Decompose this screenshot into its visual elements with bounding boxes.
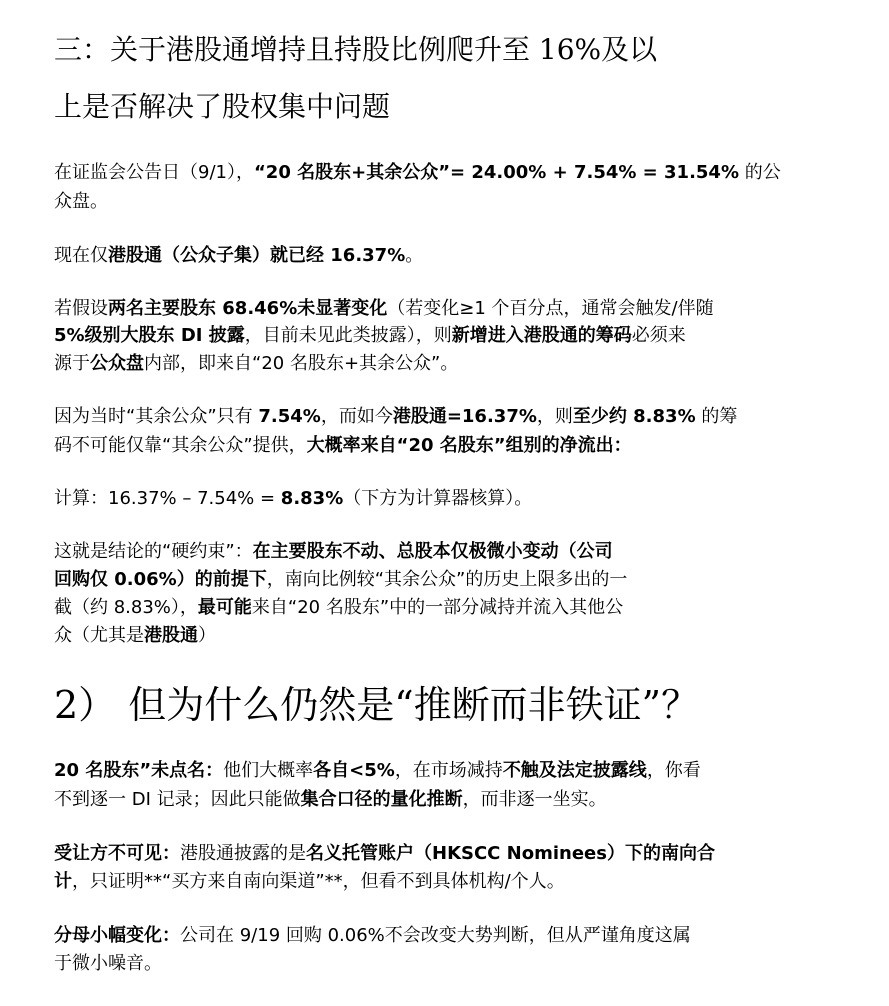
text-run: 计算：16.37% – 7.54% = [54,488,281,509]
text-run: 。 [405,245,424,266]
text-run: 截（约 8.83%）， [54,597,198,618]
text-run: 若假设 [54,298,108,319]
text-run: 因为当时“其余公众”只有 [54,406,259,427]
text-run: 在证监会公告日（9/1）， [54,162,254,183]
section-title-line-1: 三：关于港股通增持且持股比例爬升至 16%及以 [54,33,658,66]
bold-text-run: 集合口径的量化推断 [300,789,463,810]
bold-text-run: 最可能 [197,597,252,618]
text-run: 现在仅 [54,245,108,266]
section-2-title: 2） 但为什么仍然是“推断而非铁证”？ [54,683,700,727]
bold-text-run: 公众盘 [90,353,144,374]
section-title-line-2: 上是否解决了股权集中问题 [54,90,391,123]
text-run: ，则 [536,406,573,427]
paragraph-3-line-2 [54,327,844,345]
text-run: ，而非逐一坐实。 [462,789,607,810]
paragraph-2 [54,247,844,265]
text-run: 不到逐一 DI 记录；因此只能做 [54,789,301,810]
bold-text-run: 新增进入港股通的筹码 [451,325,632,346]
point-3-line-1 [54,927,844,945]
bold-text-run: 5%级别大股东 DI 披露 [54,325,245,346]
text-run: （下方为计算器核算）。 [343,488,533,509]
text-run: 来自“20 名股东”中的一部分减持并流入其他公 [251,597,624,618]
text-run: 他们大概率 [223,760,314,781]
text-run: 内部，即来自“20 名股东+其余公众”。 [144,353,459,374]
paragraph-5 [54,490,844,508]
bold-text-run: 回购仅 0.06%）的前提下 [54,569,267,590]
text-run: ，而如今 [320,406,393,427]
bold-text-run: 各自<5% [313,760,395,781]
text-run: ，只证明**“买方来自南向渠道”**，但看不到具体机构/个人。 [72,871,565,892]
bold-text-run: 分母小幅变化： [54,925,180,946]
point-3-line-2: 于微小噪音。 [54,953,162,974]
bold-text-run: 8.83% [280,488,344,509]
text-run: ，目前未见此类披露），则 [244,325,452,346]
text-run: 众（尤其是 [54,625,144,646]
text-run: 港股通披露的是 [180,843,306,864]
paragraph-6-line-1 [54,543,844,561]
point-2-line-2 [54,873,844,891]
text-run: ，在市场减持 [394,760,503,781]
text-run: 码不可能仅靠“其余公众”提供， [54,435,307,456]
text-run: 这就是结论的“硬约束”： [54,541,253,562]
paragraph-6-line-2 [54,571,844,589]
bold-text-run: 港股通=16.37% [392,406,537,427]
text-run: ） [198,625,216,646]
bold-text-run: 港股通（公众子集）就已经 16.37% [108,245,406,266]
text-run: ，南向比例较“其余公众”的历史上限多出的一 [266,569,628,590]
paragraph-4-line-1 [54,408,844,426]
point-1-line-1 [54,762,844,780]
bold-text-run: 20 名股东”未点名： [54,760,224,781]
bold-text-run: 两名主要股东 68.46%未显著变化 [108,298,388,319]
bold-text-run: “20 名股东+其余公众”= 24.00% + 7.54% = 31.54% [253,162,739,183]
text-run: ，你看 [646,760,701,781]
paragraph-6-line-3 [54,599,844,617]
point-1-line-2 [54,791,844,809]
bold-text-run: 名义托管账户（HKSCC Nominees）下的南向合 [306,843,715,864]
paragraph-1-line-2: 众盘。 [54,191,108,212]
text-run: 源于 [54,353,90,374]
text-run: 公司在 9/19 回购 0.06%不会改变大势判断，但从严谨角度这属 [180,925,691,946]
bold-text-run: 至少约 8.83% [572,406,696,427]
point-2-line-1 [54,845,844,863]
paragraph-3-line-1 [54,300,844,318]
bold-text-run: 不触及法定披露线 [502,760,647,781]
bold-text-run: 在主要股东不动、总股本仅极微小变动（公司 [252,541,613,562]
bold-text-run: 港股通 [144,625,198,646]
text-run: 必须来 [631,325,686,346]
paragraph-6-line-4 [54,627,844,645]
bold-text-run: 7.54% [258,406,321,427]
paragraph-4-line-2 [54,437,844,455]
paragraph-3-line-3 [54,355,844,373]
bold-text-run: 受让方不可见： [54,843,180,864]
text-run: 的公 [739,162,781,183]
bold-text-run: 大概率来自“20 名股东”组别的净流出： [306,435,632,456]
text-run: 的筹 [695,406,738,427]
bold-text-run: 计 [54,871,72,892]
text-run: （若变化≥1 个百分点，通常会触发/伴随 [387,298,714,319]
paragraph-1-line-1 [54,164,844,182]
